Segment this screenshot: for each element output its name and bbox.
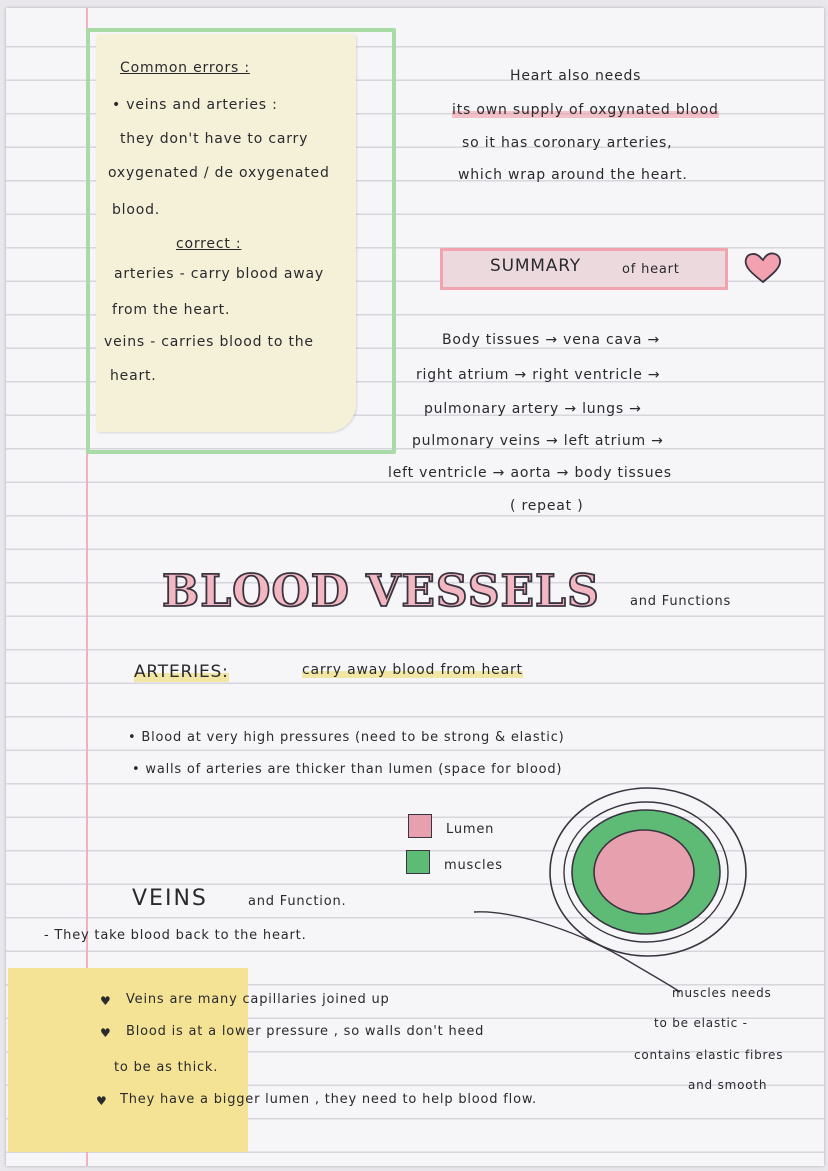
veins-bullet-3-dot: ♥	[96, 1094, 108, 1108]
arteries-label: ARTERIES:	[134, 662, 229, 682]
summary-line-5: left ventricle → aorta → body tissues	[388, 465, 672, 481]
summary-line-2: right atrium → right ventricle →	[416, 367, 661, 383]
arteries-bullet-2: • walls of arteries are thicker than lumen (space for blood)	[132, 762, 563, 777]
blood-vessels-title: BLOOD VESSELS	[162, 566, 600, 617]
heart-icon	[742, 250, 784, 286]
coronary-line-3: so it has coronary arteries,	[462, 135, 673, 151]
errors-line-3: oxygenated / de oxygenated	[108, 165, 330, 181]
errors-heading: Common errors :	[120, 60, 250, 76]
muscles-swatch	[406, 850, 430, 874]
veins-subtitle: and Function.	[248, 894, 347, 909]
summary-title-box	[440, 248, 728, 290]
artery-cross-section-diagram	[470, 780, 810, 1000]
coronary-line-2: its own supply of oxgynated blood	[452, 102, 719, 118]
veins-bullet-1-dot: ♥	[100, 994, 112, 1008]
blood-vessels-subtitle: and Functions	[630, 594, 732, 609]
coronary-line-4: which wrap around the heart.	[458, 167, 688, 183]
errors-correct-heading: correct :	[176, 236, 242, 252]
summary-line-1: Body tissues → vena cava →	[442, 332, 661, 348]
errors-line-7: veins - carries blood to the	[104, 334, 314, 350]
errors-line-2: they don't have to carry	[120, 131, 309, 147]
veins-bullet-2: Blood is at a lower pressure , so walls don't heed	[126, 1024, 485, 1039]
summary-subtitle: of heart	[622, 262, 680, 277]
muscle-note-line-4: and smooth	[688, 1078, 768, 1092]
summary-repeat: ( repeat )	[510, 498, 584, 514]
summary-line-3: pulmonary artery → lungs →	[424, 401, 642, 417]
veins-bullet-3: They have a bigger lumen , they need to help blood flow.	[120, 1092, 537, 1107]
veins-label: VEINS	[132, 886, 208, 911]
muscle-note-line-1: muscles needs	[672, 986, 772, 1000]
muscles-label: muscles	[444, 858, 503, 873]
veins-bullet-2-cont: to be as thick.	[114, 1060, 219, 1075]
errors-line-5: arteries - carry blood away	[114, 266, 324, 282]
lumen-label: Lumen	[446, 822, 495, 837]
muscle-note-line-3: contains elastic fibres	[634, 1048, 784, 1062]
veins-description: - They take blood back to the heart.	[44, 928, 307, 943]
lumen-area	[594, 830, 694, 914]
summary-line-4: pulmonary veins → left atrium →	[412, 433, 664, 449]
errors-line-8: heart.	[110, 368, 157, 384]
veins-bullet-2-dot: ♥	[100, 1026, 112, 1040]
errors-line-6: from the heart.	[112, 302, 231, 318]
arteries-description: carry away blood from heart	[302, 662, 523, 678]
lumen-swatch	[408, 814, 432, 838]
arteries-bullet-1: • Blood at very high pressures (need to be strong & elastic)	[128, 730, 565, 745]
coronary-line-1: Heart also needs	[510, 68, 642, 84]
errors-line-1: • veins and arteries :	[112, 97, 278, 113]
errors-line-4: blood.	[112, 202, 161, 218]
muscle-note-line-2: to be elastic -	[654, 1016, 748, 1030]
veins-bullet-1: Veins are many capillaries joined up	[126, 992, 390, 1007]
summary-title: SUMMARY	[490, 256, 581, 276]
